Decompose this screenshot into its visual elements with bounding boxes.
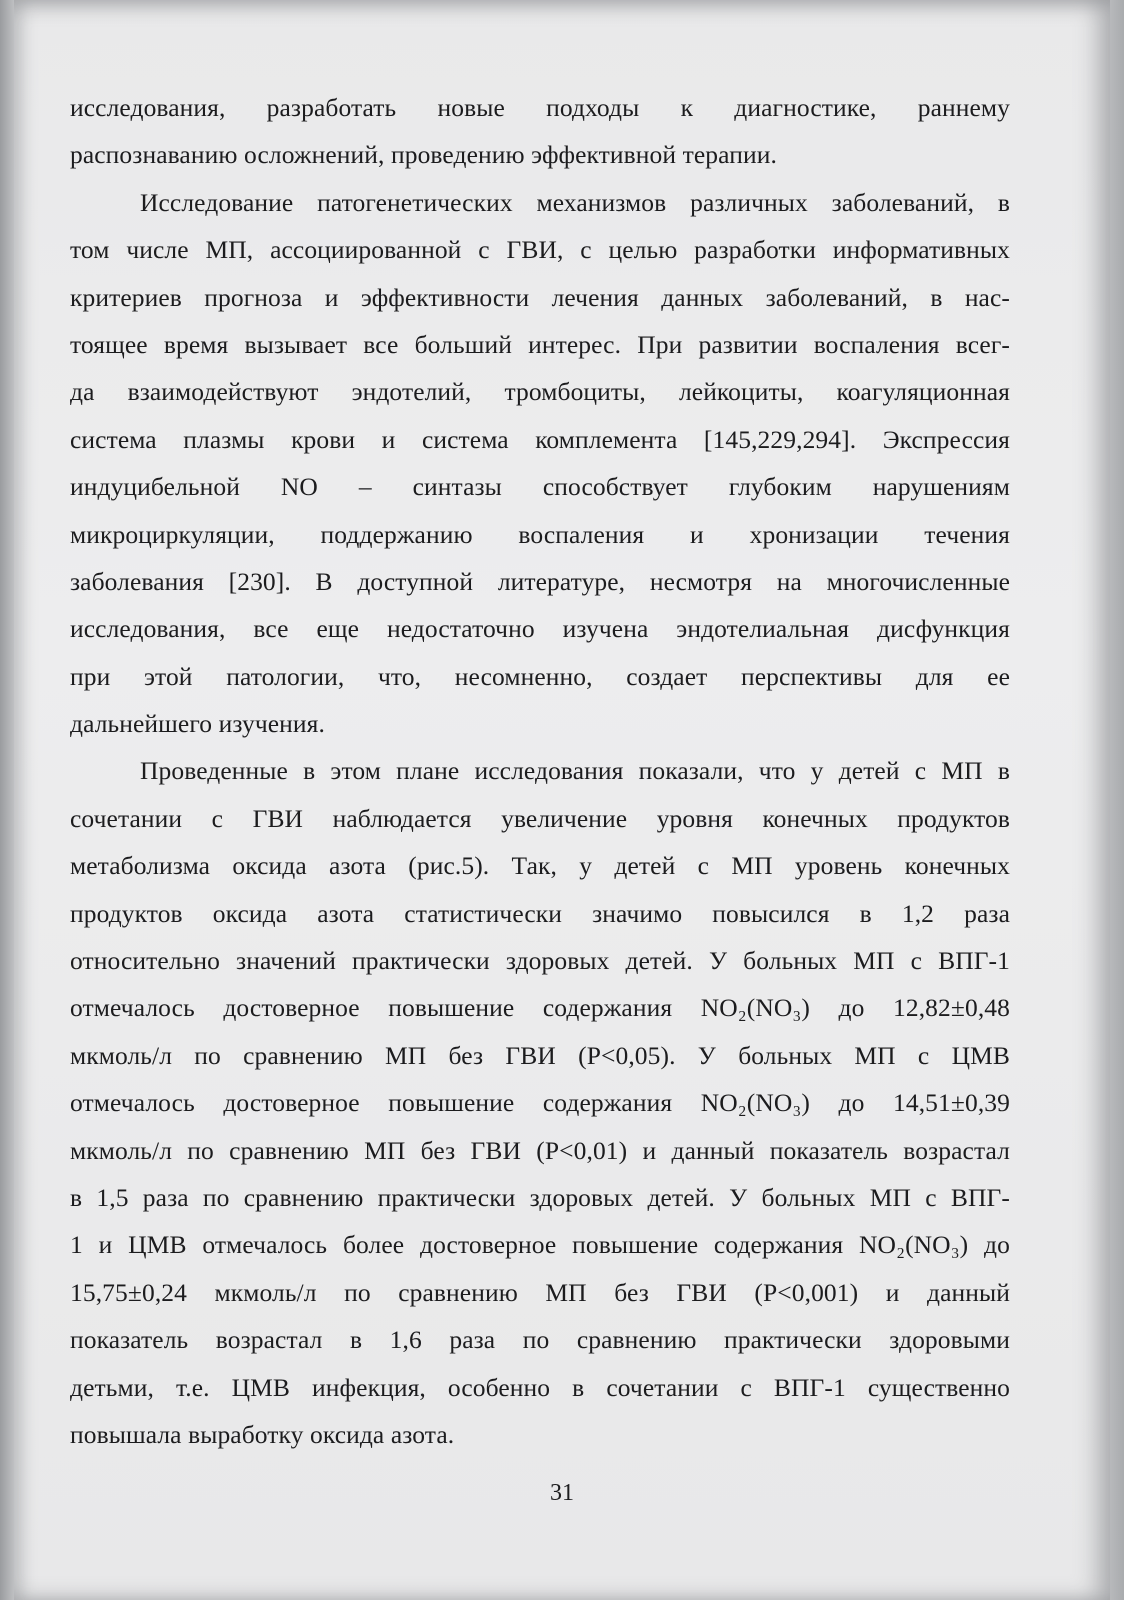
text-line: показатель возрастал в 1,6 раза по сравнению практически здоровыми [70,1325,1010,1355]
text-line: отмечалось достоверное повышение содержания NO₂(NO₃) до 14,51±0,39 [70,1088,1010,1118]
text-line: мкмоль/л по сравнению МП без ГВИ (Р<0,01) и данный показатель возрастал [70,1135,1010,1165]
text-line: 1 и ЦМВ отмечалось более достоверное повышение содержания NO₂(NO₃) до [70,1230,1010,1260]
text-line: детьми, т.е. ЦМВ инфекция, особенно в сочетании с ВПГ-1 существенно [70,1372,1010,1402]
text-line: продуктов оксида азота статистически значимо повысился в 1,2 раза [70,898,1010,928]
text-line: 15,75±0,24 мкмоль/л по сравнению МП без ГВИ (Р<0,001) и данный [70,1277,1010,1307]
text-line: да взаимодействуют эндотелий, тромбоциты, лейкоциты, коагуляционная [70,377,1010,407]
text-line: критериев прогноза и эффективности лечения данных заболеваний, в нас- [70,282,1010,312]
page-number: 31 [550,1480,574,1506]
text-line: повышала выработку оксида азота. [70,1419,455,1449]
text-line: исследования, разработать новые подходы к диагностике, раннему [70,93,1010,122]
text-line: сочетании с ГВИ наблюдается увеличение уровня конечных продуктов [70,803,1010,833]
text-line: микроциркуляции, поддержанию воспаления и хронизации течения [70,519,1010,549]
text-line: метаболизма оксида азота (рис.5). Так, у детей с МП уровень конечных [70,851,1010,881]
text-line: распознаванию осложнений, проведению эффективной терапии. [70,140,777,170]
text-line: мкмоль/л по сравнению МП без ГВИ (Р<0,05). У больных МП с ЦМВ [70,1040,1010,1070]
text-line: индуцибельной NO – синтазы способствует глубоким нарушениям [70,472,1010,502]
text-line: исследования, все еще недостаточно изучена эндотелиальная дисфункция [70,614,1010,644]
text-line: Исследование патогенетических механизмов различных заболеваний, в [140,187,1010,217]
text-line: отмечалось достоверное повышение содержания NO₂(NO₃) до 12,82±0,48 [70,993,1010,1023]
text-line: Проведенные в этом плане исследования показали, что у детей с МП в [140,756,1010,786]
text-line: система плазмы крови и система комплемента [145,229,294]. Экспрессия [70,424,1010,454]
text-line: тоящее время вызывает все больший интерес. При развитии воспаления всег- [70,329,1010,359]
text-line: заболевания [230]. В доступной литературе, несмотря на многочисленные [70,566,1010,596]
text-line: при этой патологии, что, несомненно, создает перспективы для ее [70,661,1010,691]
document-page [14,0,1110,1600]
text-line: дальнейшего изучения. [70,709,325,739]
text-line: том числе МП, ассоциированной с ГВИ, с целью разработки информативных [70,235,1010,265]
body-text [70,84,1010,1458]
text-line: относительно значений практически здоровых детей. У больных МП с ВПГ-1 [70,946,1010,976]
text-line: в 1,5 раза по сравнению практически здоровых детей. У больных МП с ВПГ- [70,1182,1010,1212]
